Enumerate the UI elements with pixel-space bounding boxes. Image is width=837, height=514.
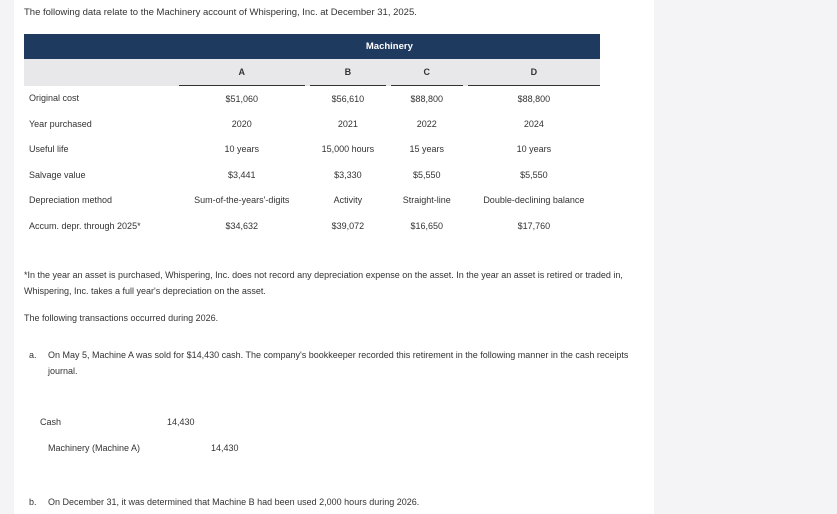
table-row — [24, 188, 600, 213]
cell-c: $88,800 — [410, 93, 443, 104]
transaction-item-a — [29, 348, 641, 379]
table-header-columns-row — [24, 59, 600, 86]
cell-b: $3,330 — [334, 169, 362, 180]
cell-d: Double-declining balance — [483, 195, 585, 206]
cell-b: $56,610 — [331, 93, 365, 104]
cell-c: 2022 — [416, 119, 437, 130]
journal-credit-amount: 14,430 — [211, 443, 239, 453]
row-label: Salvage value — [29, 169, 86, 180]
content-panel — [14, 0, 654, 514]
table-row — [24, 162, 600, 187]
column-header-c: C — [391, 59, 463, 86]
cell-b: 15,000 hours — [321, 144, 375, 155]
row-label: Depreciation method — [29, 195, 113, 206]
table-row — [24, 86, 600, 112]
transaction-item-b — [29, 497, 420, 507]
column-header-a: A — [179, 59, 305, 86]
cell-b: Activity — [333, 195, 363, 206]
table-row — [24, 213, 600, 238]
cell-c: Straight-line — [402, 195, 451, 206]
item-text: On December 31, it was determined that Machine B had been used 2,000 hours during 2026. — [48, 497, 420, 507]
cell-d: $88,800 — [517, 93, 551, 104]
cell-a: 2020 — [231, 119, 252, 130]
cell-b: $39,072 — [331, 220, 365, 231]
intro-text: The following data relate to the Machinery account of Whispering, Inc. at December 31, 2025. — [24, 7, 417, 18]
item-letter: b. — [29, 497, 37, 507]
column-header-b: B — [310, 59, 386, 86]
cell-c: 15 years — [409, 144, 444, 155]
journal-debit-amount: 14,430 — [167, 417, 195, 427]
depreciation-footnote: *In the year an asset is purchased, Whispering, Inc. does not record any depreciation expense on the asset. In the year an asset is retired or traded in, Whispering, Inc. takes a full year's depreciation on the asset. — [24, 270, 623, 296]
machinery-table — [24, 34, 600, 238]
table-row — [24, 111, 600, 136]
column-header-d: D — [468, 59, 600, 86]
cell-d: 2024 — [523, 119, 544, 130]
cell-d: $5,550 — [520, 169, 548, 180]
item-letter: a. — [29, 350, 37, 360]
item-text: On May 5, Machine A was sold for $14,430 cash. The company's bookkeeper recorded this retirement in the following manner in the cash receipts journal. — [48, 350, 629, 376]
machinery-group-header: Machinery — [179, 34, 600, 59]
cell-a: $51,060 — [225, 93, 259, 104]
cell-b: 2021 — [337, 119, 358, 130]
cell-a: 10 years — [224, 144, 260, 155]
row-label: Year purchased — [29, 119, 92, 130]
cell-a: $34,632 — [225, 220, 259, 231]
row-label: Accum. depr. through 2025* — [29, 220, 141, 231]
row-label: Useful life — [29, 144, 69, 155]
table-header-group-row — [24, 34, 600, 59]
row-label: Original cost — [29, 93, 80, 104]
transactions-intro: The following transactions occurred during 2026. — [24, 313, 219, 323]
cell-d: 10 years — [516, 144, 552, 155]
cell-a: Sum-of-the-years'-digits — [194, 195, 290, 206]
cell-c: $5,550 — [412, 169, 441, 180]
cell-a: $3,441 — [228, 169, 256, 180]
journal-debit-account: Cash — [40, 417, 62, 427]
journal-credit-account: Machinery (Machine A) — [48, 443, 141, 453]
table-row — [24, 137, 600, 162]
cell-c: $16,650 — [410, 220, 443, 231]
cell-d: $17,760 — [517, 220, 551, 231]
